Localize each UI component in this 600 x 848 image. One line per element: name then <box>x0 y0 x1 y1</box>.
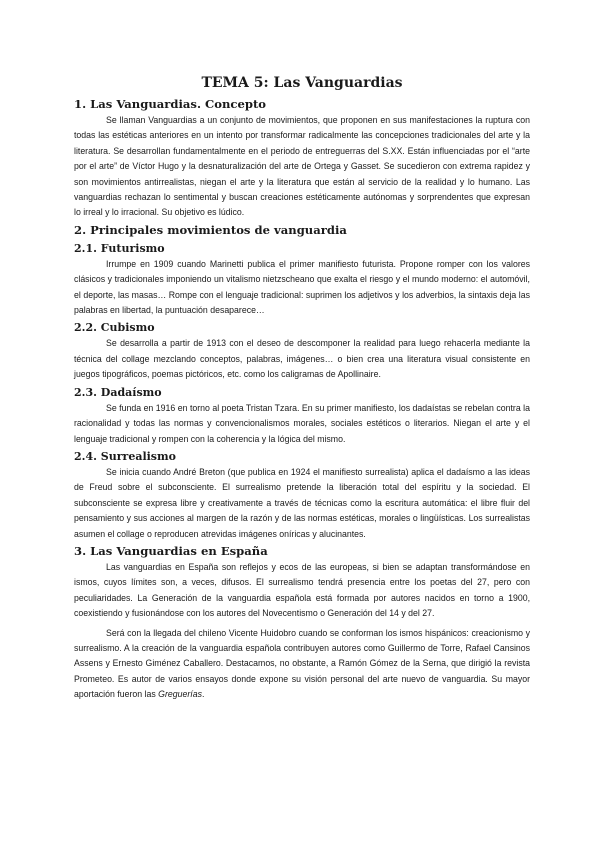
section-heading: 1. Las Vanguardias. Concepto <box>74 97 267 111</box>
section-heading: 3. Las Vanguardias en España <box>74 543 268 558</box>
section-espana <box>74 542 530 703</box>
section-movimientos <box>74 221 530 542</box>
subsection-heading: 2.4. Surrealismo <box>74 449 176 463</box>
paragraph: Se funda en 1916 en torno al poeta Tristan Tzara. En su primer manifiesto, los dadaístas se rebelan contra la racionalidad y todas las normas y convencionalismos morales, sociales estéticos o literarios. Niegan el arte y el lenguaje tradicional y rompen con la coherencia y la lógica del mismo. <box>74 402 530 444</box>
section-concepto <box>74 95 530 221</box>
subsection-heading: 2.3. Dadaísmo <box>74 385 162 399</box>
section-heading: 2. Principales movimientos de vanguardia <box>74 222 347 237</box>
greguerias-title: Greguerías <box>158 689 202 700</box>
paragraph-text: Será con la llegada del chileno Vicente Huidobro cuando se conforman los ismos hispánicos: creacionismo y surrealismo. A la creación de la vanguardia española contribuyen autores como Guillermo de Torre, Rafael Cansinos Assens y Ernesto Giménez Caballero. Destacamos, no obstante, a Ramón Gómez de la Serna, que dirigió la revista Prometeo. Es autor de varios ensayos donde expone su visión personal del arte nuevo de vanguardia. Su mayor aportación fueron las <box>74 627 530 700</box>
end-punct: . <box>201 689 205 700</box>
paragraph: Se llaman Vanguardias a un conjunto de movimientos, que proponen en sus manifestaciones la ruptura con todas las estéticas anteriores en un intento por transformar radicalmente las concepciones tradicionales del arte y la literatura. Se desarrollan fundamentalmente en el periodo de entreguerras del S.XX. Están influenciadas por el “arte por el arte” de Víctor Hugo y la desnaturalización del arte de Ortega y Gasset. Se sucedieron con extrema rapidez y son movimientos antirrealistas, niegan el arte y la literatura que están al servicio de la realidad y lo humano. Las vanguardias rechazan lo sentimental y buscan creaciones estéticamente autónomas y sorprendentes que expresan lo irreal y lo irracional. Su objetivo es lúdico. <box>74 115 530 218</box>
paragraph: Las vanguardias en España son reflejos y ecos de las europeas, si bien se adaptan transformándose en ismos, cuyos límites son, a veces, difusos. El surrealismo tendrá presencia entre los poetas del 27, pero con peculiaridades. La Generación de la vanguardia española está formada por autores nacidos en torno a 1900, coexistiendo y fusionándose con los autores del Novecentismo o Generación del 14 y del 27. <box>74 561 530 619</box>
subsection-heading: 2.1. Futurismo <box>74 241 165 255</box>
paragraph-last <box>74 626 530 703</box>
paragraph: Se desarrolla a partir de 1913 con el deseo de descomponer la realidad para luego rehacerla mediante la técnica del collage mezclando conceptos, palabras, imágenes… o bien crea una literatura visual consistente en juegos tipográficos, poemas pictóricos, etc. como los caligramas de Apollinaire. <box>74 338 530 380</box>
page-title: TEMA 5: Las Vanguardias <box>201 75 403 91</box>
document-body <box>74 74 530 703</box>
subsection-heading: 2.2. Cubismo <box>74 321 155 335</box>
paragraph: Irrumpe en 1909 cuando Marinetti publica el primer manifiesto futurista. Propone romper con los valores clásicos y tradicionales imponiendo un vitalismo nietzscheano que exalta el riesgo y el mundo moderno: el automóvil, el deporte, las masas… Rompe con el lenguaje tradicional: suprimen los adjetivos y los adverbios, la sintaxis deja las palabras en libertad, la puntuación desaparece… <box>74 258 530 316</box>
paragraph: Se inicia cuando André Breton (que publica en 1924 el manifiesto surrealista) aplica el dadaísmo a las ideas de Freud sobre el subconsciente. El surrealismo pretende la liberación total del espíritu y la sociedad. El subconsciente se expresa libre y creativamente a través de técnicas como la escritura automática: el libre fluir del pensamiento y sus acciones al margen de la razón y de las normas estéticas, morales o lingüísticas. Los surrealistas asumen el collage o reproducen atrevidas imágenes oníricas y alucinantes. <box>74 466 530 539</box>
